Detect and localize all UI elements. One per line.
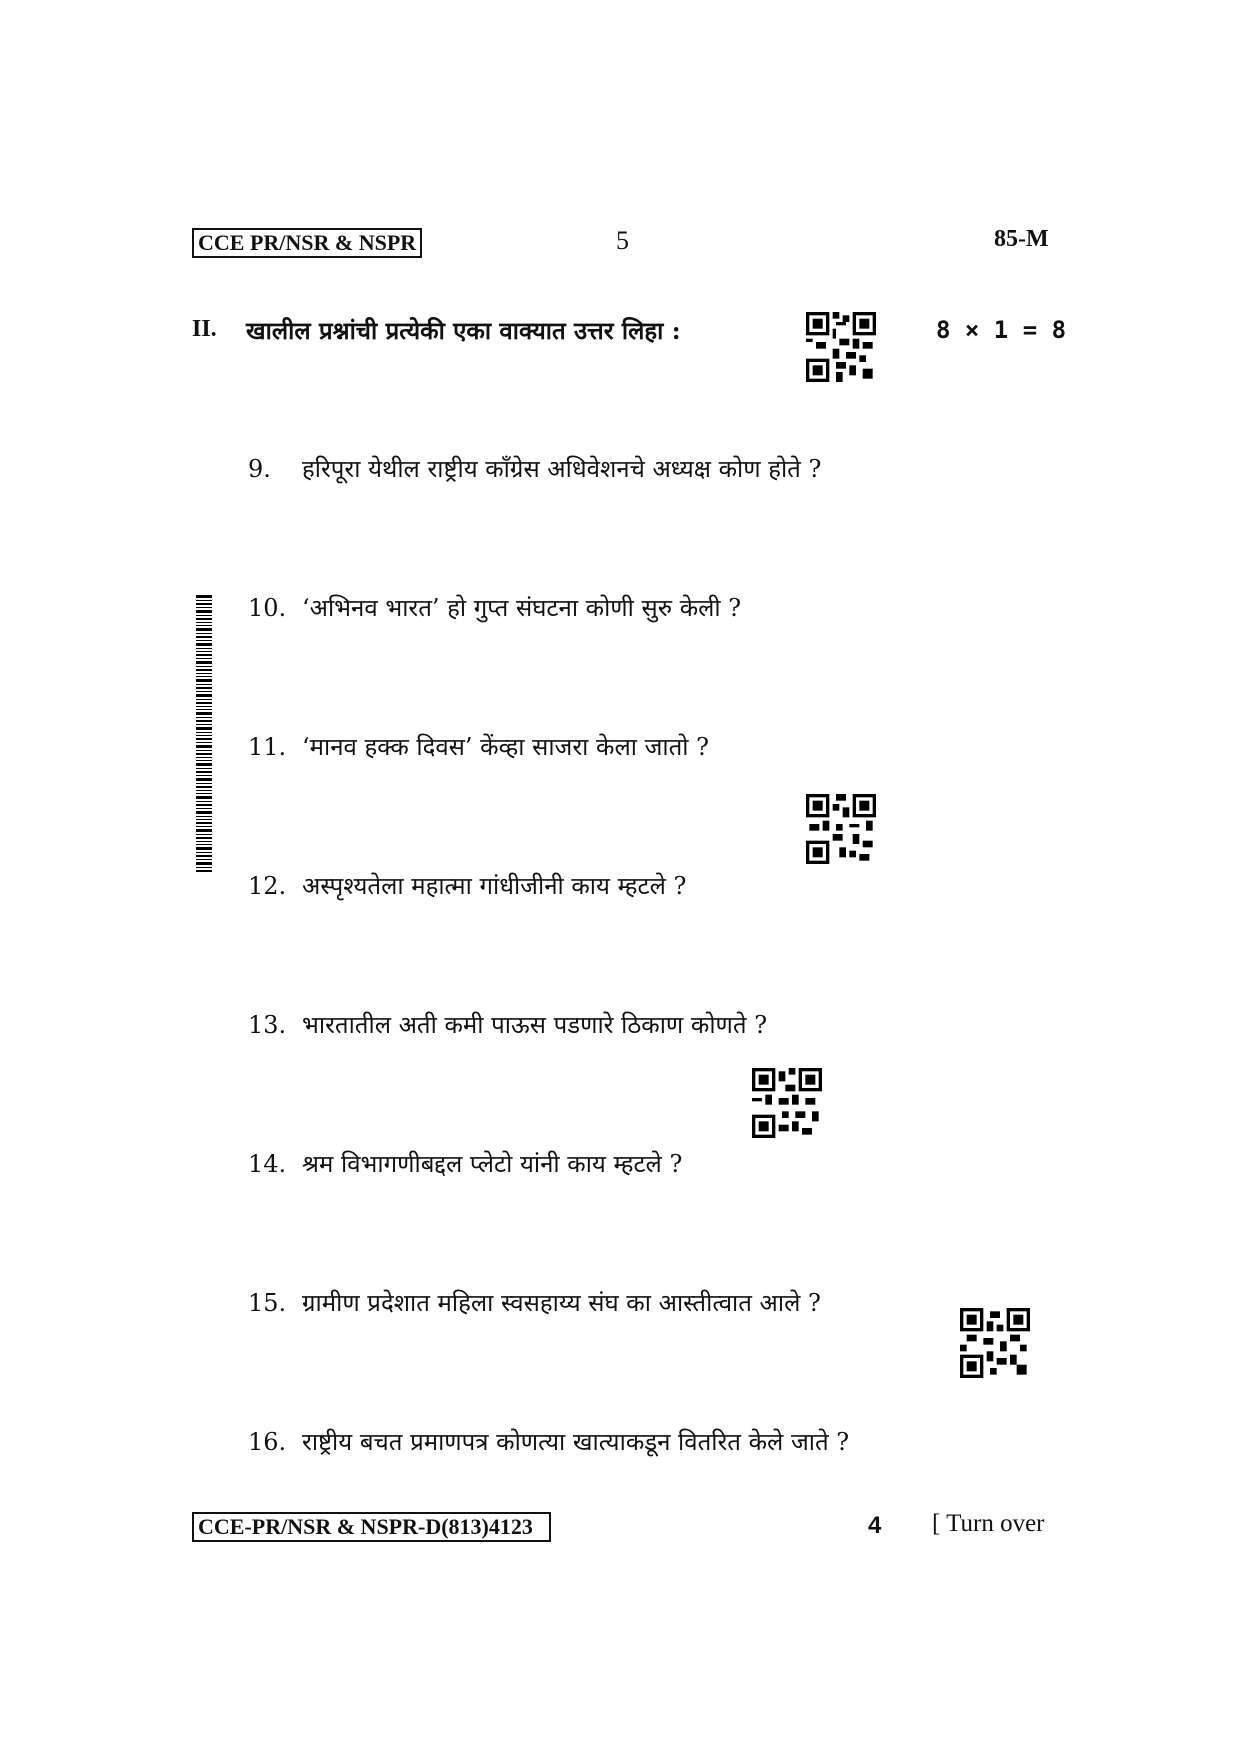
question-number: 14. (248, 1150, 287, 1178)
question-text: श्रम विभागणीबद्दल प्लेटो यांनी काय म्हटले ? (302, 1150, 683, 1178)
question-number: 9. (248, 455, 271, 483)
page-number: 5 (616, 226, 629, 255)
question-number: 16. (248, 1428, 287, 1456)
qr-code-icon (960, 1308, 1030, 1378)
question-item (248, 1147, 682, 1181)
question-text: भारतातील अती कमी पाऊस पडणारे ठिकाण कोणते ? (302, 1011, 768, 1039)
qr-code-icon (752, 1068, 822, 1138)
header-code-left: CCE PR/NSR & NSPR (192, 228, 422, 258)
footer-code: CCE-PR/NSR & NSPR-D(813)4123 (192, 1512, 551, 1542)
question-number: 15. (248, 1289, 287, 1317)
question-item (248, 869, 686, 903)
header-code-right: 85-M (994, 226, 1049, 252)
question-item (248, 730, 709, 764)
sheet-number: 4 (868, 1512, 882, 1539)
question-text: अस्पृश्यतेला महात्मा गांधीजीनी काय म्हटले ? (302, 872, 687, 900)
question-text: राष्ट्रीय बचत प्रमाणपत्र कोणत्या खात्याकडून वितरित केले जाते ? (302, 1428, 850, 1456)
question-item (248, 1425, 849, 1459)
barcode-icon (196, 595, 212, 875)
question-text: ‘अभिनव भारत’ हो गुप्त संघटना कोणी सुरु केली ? (302, 594, 742, 622)
question-number: 13. (248, 1011, 287, 1039)
question-text: ‘मानव हक्क दिवस’ केंव्हा साजरा केला जातो ? (302, 733, 709, 761)
question-text: ग्रामीण प्रदेशात महिला स्वसहाय्य संघ का आस्तीत्वात आले ? (302, 1289, 821, 1317)
question-item (248, 1286, 821, 1320)
qr-code-icon (806, 794, 876, 864)
section-marks: 8 × 1 = 8 (936, 316, 1067, 344)
question-item (248, 452, 821, 486)
question-item (248, 1008, 767, 1042)
section-label: II. (192, 316, 217, 342)
question-number: 12. (248, 872, 287, 900)
question-number: 10. (248, 594, 287, 622)
question-text: हरिपूरा येथील राष्ट्रीय काँग्रेस अधिवेशनचे अध्यक्ष कोण होते ? (302, 455, 822, 483)
question-number: 11. (248, 733, 287, 761)
section-instruction: खालील प्रश्नांची प्रत्येकी एका वाक्यात उत्तर लिहा : (246, 316, 681, 345)
qr-code-icon (806, 312, 876, 382)
question-item (248, 591, 741, 625)
turn-over-label: [ Turn over (932, 1510, 1045, 1537)
